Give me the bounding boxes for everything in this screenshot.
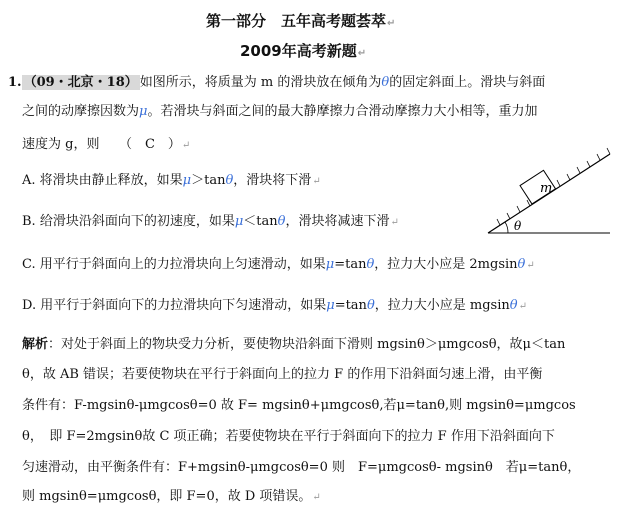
analysis-line-3: 条件有：F-mgsinθ-μmgcosθ=0 故 F= mgsinθ+μmgcosθ,若μ=tanθ,则 mgsinθ=μmgcos — [22, 398, 576, 413]
page-title: 第一部分 五年高考题荟萃↵ — [206, 12, 396, 30]
analysis-line-5: 匀速滑动，由平衡条件有：F+mgsinθ-μmgcosθ=0 则 F=μmgcosθ- mgsinθ 若μ=tanθ， — [22, 460, 581, 475]
question-stem-line-2: 之间的动摩擦因数为μ。若滑块与斜面之间的最大静摩擦力合滑动摩擦力大小相等，重力加 — [22, 104, 538, 119]
analysis-line-2: θ，故 AB 错误；若要使物块在平行于斜面向上的拉力 F 的作用下沿斜面匀速上滑，由平衡 — [22, 367, 543, 382]
angle-arc — [505, 222, 508, 233]
incline-figure — [486, 146, 616, 238]
question-stem-line-1: 1. （09・北京・18） 如图所示，将质量为 m 的滑块放在倾角为θ的固定斜面上。滑块与斜面 — [8, 75, 546, 90]
section-title: 2009年高考新题↵ — [240, 42, 367, 60]
option-b: B. 给滑块沿斜面向下的初速度，如果μ＜tanθ，滑块将减速下滑↵ — [22, 214, 399, 229]
option-c: C. 用平行于斜面向上的力拉滑块向上匀速滑动，如果μ=tanθ，拉力大小应是 2mgsinθ↵ — [22, 257, 535, 272]
analysis-line-6: 则 mgsinθ=μmgcosθ，即 F=0，故 D 项错误。↵ — [22, 489, 321, 504]
theta-symbol: θ — [381, 75, 390, 90]
analysis-label: 解析 — [22, 337, 49, 352]
question-source: （09・北京・18） — [23, 75, 138, 90]
option-d: D. 用平行于斜面向下的力拉滑块向下匀速滑动，如果μ=tanθ，拉力大小应是 mgsinθ↵ — [22, 298, 527, 313]
mu-symbol: μ — [139, 104, 148, 119]
paragraph-mark: ↵ — [181, 140, 191, 151]
question-number: 1. — [8, 75, 22, 90]
paragraph-mark: ↵ — [357, 48, 367, 59]
option-a: A. 将滑块由静止释放，如果μ＞tanθ，滑块将下滑↵ — [22, 173, 321, 188]
analysis-line-4: θ， 即 F=2mgsinθ故 C 项正确；若要使物块在平行于斜面向下的拉力 F 作用下沿斜面向下 — [22, 429, 555, 444]
question-stem-line-3: 速度为 g，则 （ C ）↵ — [22, 137, 191, 152]
analysis-line-1: 解析：对处于斜面上的物块受力分析，要使物块沿斜面下滑则 mgsinθ＞μmgcosθ，故μ＜tan — [22, 337, 566, 352]
paragraph-mark: ↵ — [387, 18, 396, 29]
block-label: m — [540, 181, 553, 196]
angle-label: θ — [514, 219, 522, 233]
